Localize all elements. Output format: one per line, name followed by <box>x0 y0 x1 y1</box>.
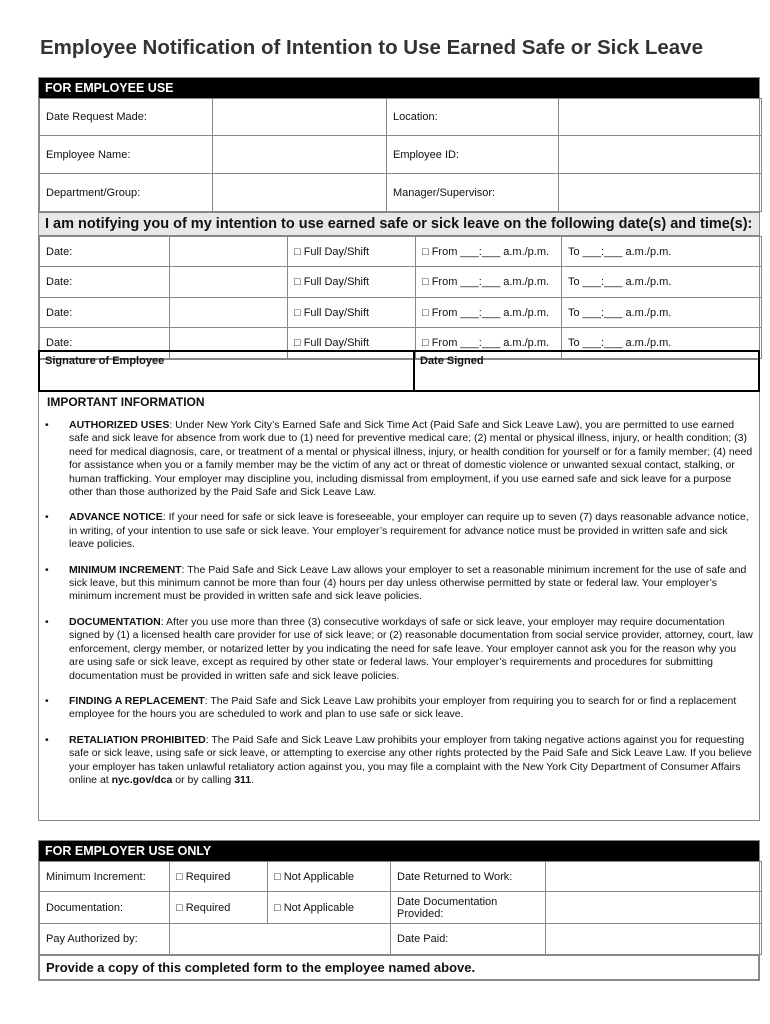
item-term: RETALIATION PROHIBITED <box>69 733 206 746</box>
not-applicable-checkbox[interactable]: □ Not Applicable <box>268 862 391 892</box>
date-paid-label: Date Paid: <box>391 924 546 955</box>
employee-id-label: Employee ID: <box>387 136 559 174</box>
item-text-mid: or by calling <box>172 773 235 786</box>
item-term: AUTHORIZED USES <box>69 419 170 431</box>
important-heading: IMPORTANT INFORMATION <box>47 395 205 409</box>
info-list <box>39 419 759 787</box>
list-item <box>39 695 759 722</box>
employer-section-header: FOR EMPLOYER USE ONLY <box>39 841 759 861</box>
list-item <box>39 419 759 499</box>
full-day-checkbox[interactable]: □ Full Day/Shift <box>288 298 416 328</box>
location-field[interactable] <box>559 99 762 136</box>
minimum-increment-label: Minimum Increment: <box>40 862 170 892</box>
department-label: Department/Group: <box>40 174 213 212</box>
employee-info-table <box>39 98 762 212</box>
notify-statement: I am notifying you of my intention to use earned safe or sick leave on the following date(s) and time(s): <box>39 212 759 236</box>
item-term: FINDING A REPLACEMENT <box>69 694 205 707</box>
location-label: Location: <box>387 99 559 136</box>
list-item <box>39 616 759 683</box>
date-label: Date: <box>40 267 170 298</box>
employer-section <box>38 840 760 981</box>
date-label: Date: <box>40 298 170 328</box>
date-returned-label: Date Returned to Work: <box>391 862 546 892</box>
documentation-label: Documentation: <box>40 892 170 924</box>
list-item <box>39 511 759 551</box>
to-time-field[interactable]: To ___:___ a.m./p.m. <box>562 328 762 359</box>
department-field[interactable] <box>213 174 387 212</box>
date-field[interactable] <box>170 298 288 328</box>
employee-name-label: Employee Name: <box>40 136 213 174</box>
date-request-label: Date Request Made: <box>40 99 213 136</box>
important-information <box>38 392 760 821</box>
date-label: Date: <box>40 328 170 359</box>
date-signed-field[interactable] <box>413 350 760 392</box>
date-label: Date: <box>40 237 170 267</box>
employee-section-header: FOR EMPLOYEE USE <box>39 78 759 98</box>
item-text: : The Paid Safe and Sick Leave Law prohibits your employer from requiring you to search for or find a replacement employee for the hours you are scheduled to work and plan to use safe or sick leave. <box>69 694 737 721</box>
form-title: Employee Notification of Intention to Use Earned Safe or Sick Leave <box>40 36 703 59</box>
full-day-checkbox[interactable]: □ Full Day/Shift <box>288 237 416 267</box>
employee-section <box>38 77 760 360</box>
leave-dates-table <box>39 236 762 359</box>
manager-label: Manager/Supervisor: <box>387 174 559 212</box>
from-time-field[interactable]: □ From ___:___ a.m./p.m. <box>416 267 562 298</box>
pay-authorized-label: Pay Authorized by: <box>40 924 170 955</box>
employer-table <box>39 861 762 955</box>
signature-row <box>38 350 760 392</box>
bullet: • <box>45 615 49 628</box>
date-signed-label: Date Signed <box>420 355 484 367</box>
to-time-field[interactable]: To ___:___ a.m./p.m. <box>562 267 762 298</box>
item-text: : The Paid Safe and Sick Leave Law prohibits your employer from taking negative actions against you for requesting safe or sick leave, using safe or sick leave, or attempting to exercise any other rights protected by the Paid Safe and Sick Leave Law. If you believe your employer has taken unlawful retaliatory action against you, you may file a complaint with the New York City Department of Consumer Affairs online at <box>69 733 752 786</box>
bullet: • <box>45 419 49 431</box>
date-paid-field[interactable] <box>546 924 762 955</box>
date-documentation-label: Date Documentation Provided: <box>391 892 546 924</box>
bullet: • <box>45 511 49 524</box>
item-term: DOCUMENTATION <box>69 615 161 628</box>
pay-authorized-field[interactable] <box>170 924 391 955</box>
item-text: : After you use more than three (3) consecutive workdays of safe or sick leave, your employer may require documentation signed by (1) a licensed health care provider for use of sick leave; or (2) reasonable documentation from social service provider, attorney, court, law enforcement, clergy member, or notarized letter by you indicating the need for safe leave. Your employer cannot ask you for the reason why you are using safe or sick leave, except as required by other state or federal laws. Your employer’s requirements and procedures for submitting documentation must be provided in written safe and sick leave policies. <box>69 615 753 682</box>
item-term: ADVANCE NOTICE <box>69 511 163 524</box>
item-text-end: . <box>251 773 255 786</box>
bullet: • <box>45 733 49 746</box>
required-checkbox[interactable]: □ Required <box>170 892 268 924</box>
not-applicable-checkbox[interactable]: □ Not Applicable <box>268 892 391 924</box>
footer-instruction: Provide a copy of this completed form to the employee named above. <box>39 955 759 980</box>
date-documentation-field[interactable] <box>546 892 762 924</box>
employee-id-field[interactable] <box>559 136 762 174</box>
required-checkbox[interactable]: □ Required <box>170 862 268 892</box>
item-text: : If your need for safe or sick leave is foreseeable, your employer can require up to seven (7) days reasonable advance notice, in writing, of your intention to use safe or sick leave. Your employer’s requirement for advance notice must be provided in written safe and sick leave policies. <box>69 511 749 551</box>
to-time-field[interactable]: To ___:___ a.m./p.m. <box>562 237 762 267</box>
date-request-field[interactable] <box>213 99 387 136</box>
list-item <box>39 564 759 604</box>
dca-link[interactable]: nyc.gov/dca <box>111 773 173 786</box>
item-term: MINIMUM INCREMENT <box>69 563 182 576</box>
bullet: • <box>45 694 49 707</box>
signature-field[interactable] <box>38 350 415 392</box>
date-field[interactable] <box>170 267 288 298</box>
list-item <box>39 734 759 788</box>
to-time-field[interactable]: To ___:___ a.m./p.m. <box>562 298 762 328</box>
bullet: • <box>45 563 49 576</box>
from-time-field[interactable]: □ From ___:___ a.m./p.m. <box>416 328 562 359</box>
full-day-checkbox[interactable]: □ Full Day/Shift <box>288 267 416 298</box>
from-time-field[interactable]: □ From ___:___ a.m./p.m. <box>416 298 562 328</box>
signature-label: Signature of Employee <box>45 355 165 367</box>
employee-name-field[interactable] <box>213 136 387 174</box>
from-time-field[interactable]: □ From ___:___ a.m./p.m. <box>416 237 562 267</box>
manager-field[interactable] <box>559 174 762 212</box>
date-returned-field[interactable] <box>546 862 762 892</box>
item-text: : The Paid Safe and Sick Leave Law allows your employer to set a reasonable minimum increment for the use of safe and sick leave, but this minimum cannot be more than four (4) hours per day unless otherwise permitted by state or federal law. Your employer’s minimum increment must be provided in written safe and sick leave policies. <box>69 563 747 603</box>
phone-number: 311 <box>234 773 252 786</box>
item-text: : Under New York City’s Earned Safe and Sick Time Act (Paid Safe and Sick Leave Law), you are permitted to use earned safe and sick leave for absence from work due to (1) need for preventive medical care; (2) mental or physical illness, injury, or health condition; (3) need for medical diagnosis, care, or treatment of a mental or physical illness, injury, or health condition for yourself or for a family member; (4) need for assistance when you or a family member may be the victim of any act or threat of domestic violence or unwanted sexual contact, stalking, or human trafficking. Your employer may discipline you, including dismissal from employment, if you use earned safe and sick leave for a purpose other than those authorized by the Paid Safe and Sick Leave Law. <box>69 419 753 499</box>
full-day-checkbox[interactable]: □ Full Day/Shift <box>288 328 416 359</box>
date-field[interactable] <box>170 237 288 267</box>
